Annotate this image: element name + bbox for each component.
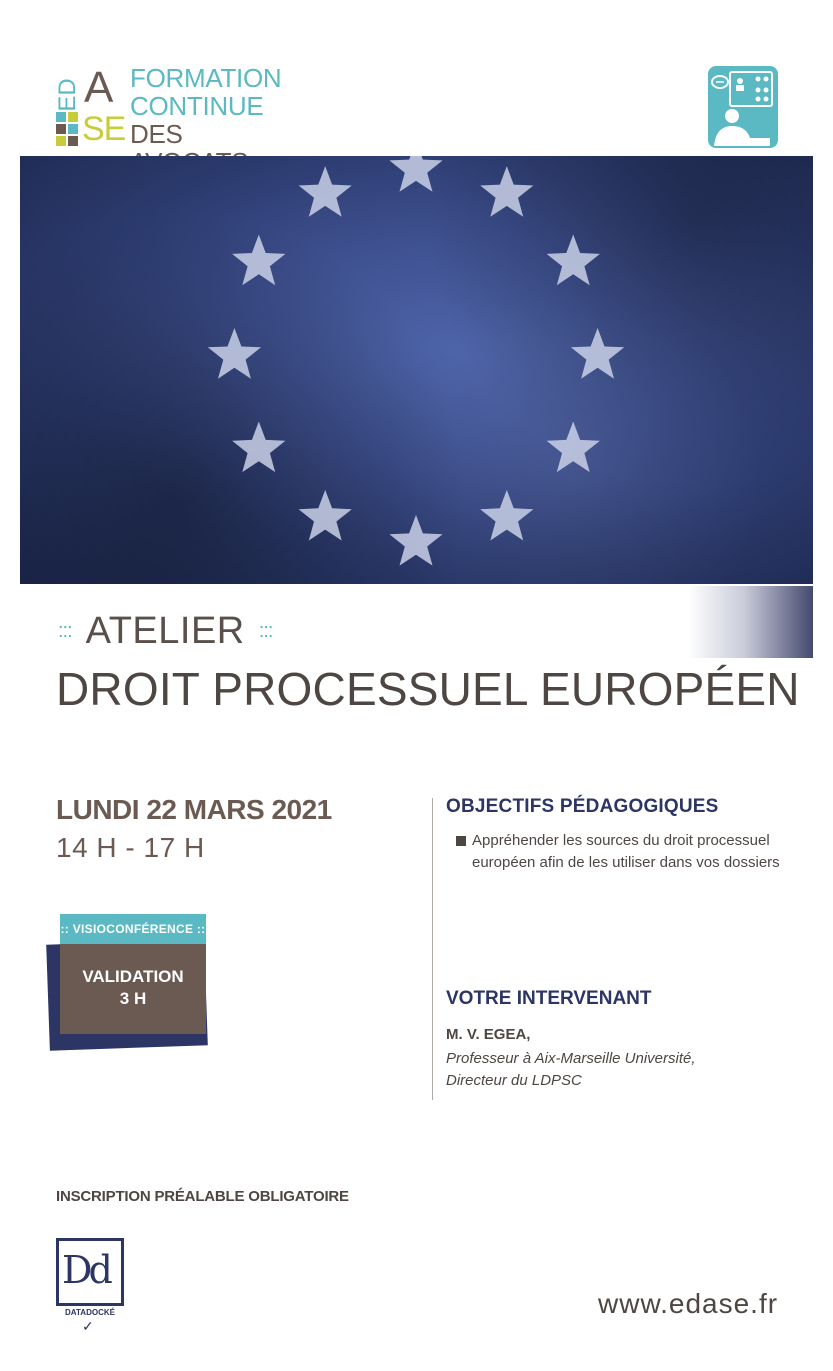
- title-row: [58, 606, 272, 656]
- star-icon: [389, 515, 442, 566]
- logo-ed: ED: [54, 78, 81, 112]
- logo-line-2: CONTINUE: [130, 91, 264, 121]
- speaker-role-2: Directeur du LDPSC: [446, 1072, 582, 1089]
- banner-fade-strip: [688, 586, 813, 658]
- star-icon: [571, 328, 624, 379]
- star-icon: [480, 490, 533, 541]
- page-title: DROIT PROCESSUEL EUROPÉEN: [56, 663, 800, 715]
- visioconference-tag: :: VISIOCONFÉRENCE ::: [60, 914, 206, 944]
- bullet-square-icon: [456, 836, 466, 846]
- star-icon: [299, 490, 352, 541]
- logo-squares: [56, 110, 80, 146]
- validation-line-2: 3 H: [119, 989, 147, 1008]
- speaker-name: M. V. EGEA,: [446, 1026, 531, 1043]
- validation-box: [60, 944, 206, 1034]
- eu-flag-banner: [20, 156, 813, 584]
- title-dots-left: :::: [58, 619, 72, 642]
- checkmark-icon: ✓: [82, 1318, 94, 1334]
- datadock-logo: [56, 1238, 124, 1334]
- datadock-label: DATADOCKÉ: [65, 1308, 115, 1317]
- website-link[interactable]: www.edase.fr: [598, 1288, 779, 1319]
- objectives-title: OBJECTIFS PÉDAGOGIQUES: [446, 796, 719, 817]
- edase-logo: [56, 62, 306, 148]
- atelier-label: ATELIER: [85, 609, 245, 652]
- logo-se: SE: [82, 110, 126, 148]
- star-icon: [208, 328, 261, 379]
- title-dots-right: :::: [258, 619, 273, 642]
- logo-line-3: DES: [130, 119, 183, 149]
- column-divider: [432, 798, 433, 1100]
- objective-item: Appréhender les sources du droit processuel européen afin de les utiliser dans vos dossiers: [472, 832, 780, 871]
- speaker-role-1: Professeur à Aix-Marseille Université,: [446, 1050, 696, 1067]
- eu-stars: [20, 156, 813, 584]
- star-icon: [547, 235, 600, 286]
- event-time: 14 H - 17 H: [56, 832, 205, 863]
- event-date: LUNDI 22 MARS 2021: [56, 794, 332, 825]
- datadock-letters: Dd: [62, 1248, 109, 1292]
- logo-mark: [54, 62, 126, 148]
- videoconference-icon: [708, 66, 778, 148]
- validation-line-1: VALIDATION: [82, 967, 184, 986]
- speaker-title: VOTRE INTERVENANT: [446, 988, 652, 1009]
- star-icon: [480, 166, 533, 217]
- star-icon: [232, 422, 285, 473]
- logo-line-1: FORMATION: [130, 63, 282, 93]
- star-icon: [232, 235, 285, 286]
- star-icon: [547, 421, 600, 472]
- inscription-notice: INSCRIPTION PRÉALABLE OBLIGATOIRE: [56, 1188, 349, 1205]
- star-icon: [389, 156, 442, 192]
- star-icon: [299, 166, 352, 217]
- logo-a: A: [84, 63, 114, 112]
